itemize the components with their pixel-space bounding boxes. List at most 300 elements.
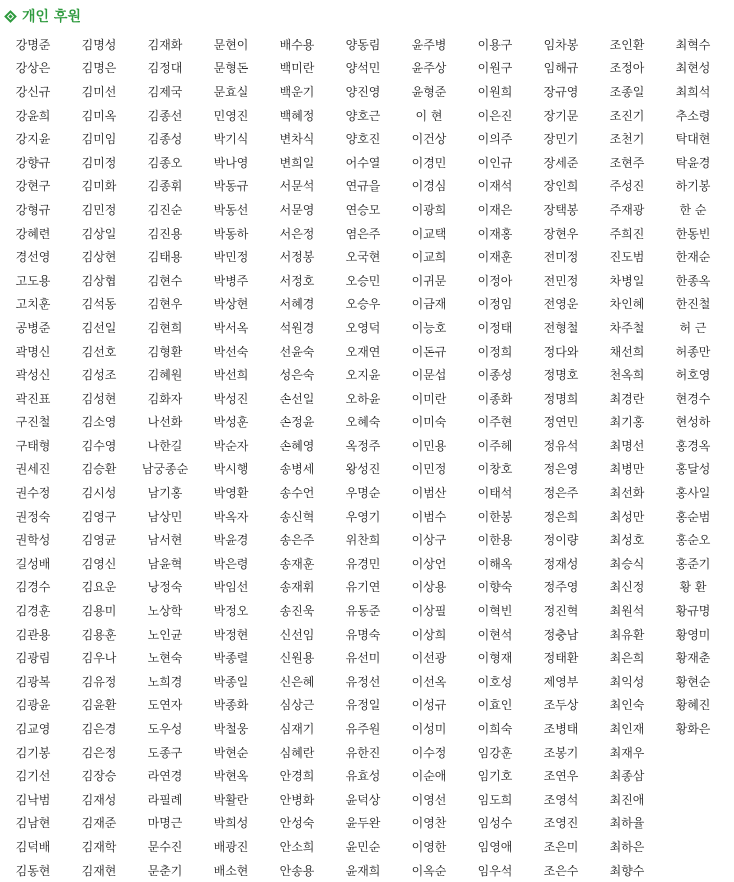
section-title: 개인 후원 (22, 9, 81, 25)
donor-name-cell: 낭정숙 (147, 580, 183, 595)
donor-name-cell: 최원석 (609, 604, 645, 619)
donor-name-cell: 박철웅 (213, 722, 249, 737)
donor-name-cell: 노희경 (147, 674, 183, 689)
donor-name-cell: 조종일 (609, 84, 645, 99)
donor-name-cell: 임차봉 (543, 37, 579, 52)
donor-name-cell: 김종선 (147, 108, 183, 123)
donor-name-cell: 임강훈 (477, 745, 513, 760)
donor-name-cell: 황혜진 (675, 698, 711, 713)
donor-name-cell: 황영미 (675, 627, 711, 642)
donor-name-cell: 이상희 (411, 627, 447, 642)
donor-name-cell: 문형돈 (213, 61, 249, 76)
donor-name-cell: 임성수 (477, 816, 513, 831)
donor-name-cell: 김영구 (81, 509, 117, 524)
donor-name-cell: 송병세 (279, 462, 315, 477)
donor-name-cell: 진도범 (609, 250, 645, 265)
donor-name-cell: 김은경 (81, 722, 117, 737)
donor-name-cell: 이경심 (411, 179, 447, 194)
donor-name-cell: 이민용 (411, 438, 447, 453)
donor-name-cell: 이재훈 (477, 250, 513, 265)
donor-name-cell: 장세준 (543, 155, 579, 170)
table-row (0, 764, 726, 788)
donor-name-cell: 장규영 (543, 84, 579, 99)
donor-name-cell: 이범수 (411, 509, 447, 524)
donor-name-cell: 변희일 (279, 155, 315, 170)
donor-name-cell: 박서옥 (213, 320, 249, 335)
donor-name-cell: 박순자 (213, 438, 249, 453)
donor-name-cell: 길성배 (15, 556, 51, 571)
donor-name-cell: 박동선 (213, 202, 249, 217)
donor-name-cell: 안송용 (279, 863, 315, 878)
donor-name-cell: 이태석 (477, 486, 513, 501)
donor-name-cell: 우명순 (345, 486, 381, 501)
donor-name-cell: 나선화 (147, 415, 183, 430)
donor-name-cell: 곽진표 (15, 391, 51, 406)
donor-name-cell: 장기문 (543, 108, 579, 123)
table-row (0, 340, 726, 364)
donor-name-cell: 김경훈 (15, 604, 51, 619)
donor-name-cell: 이재석 (477, 179, 513, 194)
donor-name-cell: 손혜영 (279, 438, 315, 453)
donor-name-cell: 최은희 (609, 651, 645, 666)
donor-name-cell: 전미정 (543, 250, 579, 265)
table-row (0, 57, 726, 81)
table-row (0, 717, 726, 741)
donor-name-cell: 윤재희 (345, 863, 381, 878)
donor-name-cell: 오혜숙 (345, 415, 381, 430)
donor-name-cell: 이상필 (411, 604, 447, 619)
donor-name-cell: 유동준 (345, 604, 381, 619)
donor-name-cell: 도우성 (147, 722, 183, 737)
donor-name-cell: 이순애 (411, 769, 447, 784)
donor-name-cell: 이한봉 (477, 509, 513, 524)
donor-name-cell: 이정태 (477, 320, 513, 335)
donor-name-cell: 신원용 (279, 651, 315, 666)
donor-name-cell: 주재광 (609, 202, 645, 217)
donor-name-cell: 서정봉 (279, 250, 315, 265)
donor-name-cell: 정다와 (543, 344, 579, 359)
donor-name-cell: 서은정 (279, 226, 315, 241)
donor-name-cell: 조봉기 (543, 745, 579, 760)
table-row (0, 741, 726, 765)
donor-name-cell: 임영애 (477, 839, 513, 854)
table-row (0, 481, 726, 505)
donor-name-cell: 민영진 (213, 108, 249, 123)
donor-name-cell: 정태환 (543, 651, 579, 666)
donor-name-cell: 서혜경 (279, 297, 315, 312)
donor-name-cell: 이원구 (477, 61, 513, 76)
donor-name-cell: 김재학 (81, 839, 117, 854)
donor-name-cell: 이광희 (411, 202, 447, 217)
donor-name-cell: 김태용 (147, 250, 183, 265)
donor-name-cell: 황현순 (675, 674, 711, 689)
donor-name-cell: 김남현 (15, 816, 51, 831)
donor-name-cell: 김형환 (147, 344, 183, 359)
donor-name-cell: 조연우 (543, 769, 579, 784)
donor-name-cell: 김진순 (147, 202, 183, 217)
donor-name-cell (660, 741, 726, 765)
donor-name-cell: 유효성 (345, 769, 381, 784)
donor-name-cell: 고도용 (15, 273, 51, 288)
donor-name-cell: 최진애 (609, 792, 645, 807)
donor-name-cell: 이창호 (477, 462, 513, 477)
donor-name-cell: 이능호 (411, 320, 447, 335)
donor-name-cell: 이건상 (411, 132, 447, 147)
donor-name-cell: 황규명 (675, 604, 711, 619)
donor-name-cell: 탁대현 (675, 132, 711, 147)
donor-name-cell: 윤주병 (411, 37, 447, 52)
table-row (0, 411, 726, 435)
donor-name-cell: 곽명신 (15, 344, 51, 359)
donor-name-cell: 한종옥 (675, 273, 711, 288)
donor-name-cell: 김재현 (81, 863, 117, 878)
donor-name-cell: 권정숙 (15, 509, 51, 524)
donor-name-cell: 최하은 (609, 839, 645, 854)
donor-name-cell: 김정대 (147, 61, 183, 76)
donor-name-cell: 조두상 (543, 698, 579, 713)
donor-name-cell: 문현이 (213, 37, 249, 52)
donor-name-cell: 김소영 (81, 415, 117, 430)
donor-name-cell: 강윤희 (15, 108, 51, 123)
donor-name-cell: 황 환 (679, 580, 707, 595)
donor-name-cell: 차인혜 (609, 297, 645, 312)
donor-name-cell: 김요운 (81, 580, 117, 595)
donor-name-cell: 조영진 (543, 816, 579, 831)
donor-name-cell: 정이량 (543, 533, 579, 548)
donor-name-cell: 권학성 (15, 533, 51, 548)
donor-name-cell: 유기연 (345, 580, 381, 595)
donor-name-cell: 김기선 (15, 769, 51, 784)
donor-name-cell: 윤민순 (345, 839, 381, 854)
donor-name-cell: 배광진 (213, 839, 249, 854)
donor-name-cell: 최선화 (609, 486, 645, 501)
donor-name-cell: 곽성신 (15, 368, 51, 383)
donor-name-cell: 선윤숙 (279, 344, 315, 359)
donor-name-cell: 박선희 (213, 368, 249, 383)
donor-name-cell: 박동규 (213, 179, 249, 194)
donor-name-cell: 김현수 (147, 273, 183, 288)
donor-name-cell: 이상언 (411, 556, 447, 571)
donor-name-cell: 김종성 (147, 132, 183, 147)
donor-name-cell: 허종만 (675, 344, 711, 359)
table-row (0, 127, 726, 151)
donor-name-cell: 라필례 (147, 792, 183, 807)
donor-name-cell: 오영덕 (345, 320, 381, 335)
donor-name-cell: 석원경 (279, 320, 315, 335)
donor-name-cell: 정유석 (543, 438, 579, 453)
table-row (0, 33, 726, 57)
donor-name-cell: 유주원 (345, 722, 381, 737)
donor-name-cell: 김종휘 (147, 179, 183, 194)
donor-name-cell: 이은진 (477, 108, 513, 123)
donor-name-cell: 김광림 (15, 651, 51, 666)
donor-name-cell: 남기홍 (147, 486, 183, 501)
donor-name-cell: 장택봉 (543, 202, 579, 217)
donor-name-cell: 김재준 (81, 816, 117, 831)
donor-name-cell: 김관용 (15, 627, 51, 642)
donor-name-cell: 오재연 (345, 344, 381, 359)
table-row (0, 646, 726, 670)
donor-name-cell: 김종오 (147, 155, 183, 170)
donor-name-cell: 박민정 (213, 250, 249, 265)
donor-name-cell: 남상민 (147, 509, 183, 524)
donor-name-cell: 경선영 (15, 250, 51, 265)
donor-name-cell: 박시행 (213, 462, 249, 477)
donor-name-cell: 문춘기 (147, 863, 183, 878)
donor-name-cell: 박기식 (213, 132, 249, 147)
donor-name-cell: 안성숙 (279, 816, 315, 831)
donor-name-cell: 유명숙 (345, 627, 381, 642)
donor-name-cell: 이선광 (411, 651, 447, 666)
donor-name-cell: 최희석 (675, 84, 711, 99)
donor-name-cell: 김선일 (81, 320, 117, 335)
donor-name-cell: 박현순 (213, 745, 249, 760)
donor-name-cell: 임우석 (477, 863, 513, 878)
table-row (0, 528, 726, 552)
donor-name-cell: 제영부 (543, 674, 579, 689)
donor-name-cell: 최명선 (609, 438, 645, 453)
donor-name-cell: 허 근 (679, 320, 707, 335)
donor-name-cell: 남궁종순 (141, 462, 189, 477)
donor-name-cell: 조은수 (543, 863, 579, 878)
donor-name-cell: 김제국 (147, 84, 183, 99)
table-row (0, 552, 726, 576)
donor-name-cell: 김덕배 (15, 839, 51, 854)
donor-name-cell: 권세진 (15, 462, 51, 477)
donor-name-cell: 김미옥 (81, 108, 117, 123)
donor-name-cell: 박동하 (213, 226, 249, 241)
donor-name-cell: 오하윤 (345, 391, 381, 406)
donor-name-cell: 조정아 (609, 61, 645, 76)
donor-name-cell: 황화은 (675, 722, 711, 737)
donor-name-cell: 이금재 (411, 297, 447, 312)
donor-name-cell: 송재훈 (279, 556, 315, 571)
donor-name-cell: 이귀문 (411, 273, 447, 288)
donor-name-cell: 이돈규 (411, 344, 447, 359)
donor-name-cell: 이성미 (411, 722, 447, 737)
donor-name-cell: 정연민 (543, 415, 579, 430)
donor-name-cell: 김미임 (81, 132, 117, 147)
table-row (0, 245, 726, 269)
table-row (0, 363, 726, 387)
table-row (0, 859, 726, 882)
donor-name-cell: 김재화 (147, 37, 183, 52)
donor-name-cell: 조현주 (609, 155, 645, 170)
donor-name-cell: 이영찬 (411, 816, 447, 831)
donor-name-cell: 이원희 (477, 84, 513, 99)
donor-name-cell: 백운기 (279, 84, 315, 99)
donor-name-cell: 이교택 (411, 226, 447, 241)
donor-name-cell: 이옥순 (411, 863, 447, 878)
donor-name-cell: 정은주 (543, 486, 579, 501)
donor-name-cell: 최승식 (609, 556, 645, 571)
donor-name-cell: 도종구 (147, 745, 183, 760)
donor-name-cell: 김상현 (81, 250, 117, 265)
donor-name-cell: 공병준 (15, 320, 51, 335)
donor-name-cell: 최유환 (609, 627, 645, 642)
donor-name-cell: 김영신 (81, 556, 117, 571)
donor-name-cell: 정은희 (543, 509, 579, 524)
table-row (0, 269, 726, 293)
donor-name-cell: 최향수 (609, 863, 645, 878)
donor-name-cell: 홍순오 (675, 533, 711, 548)
donor-name-cell: 양동림 (345, 37, 381, 52)
donor-name-cell: 윤형준 (411, 84, 447, 99)
donor-name-cell: 최인재 (609, 722, 645, 737)
donor-name-cell: 손선일 (279, 391, 315, 406)
donor-name-cell: 하기봉 (675, 179, 711, 194)
donor-name-cell: 노상학 (147, 604, 183, 619)
diamond-icon (4, 10, 17, 23)
donor-name-cell: 최종삼 (609, 769, 645, 784)
donor-name-cell: 김혜원 (147, 368, 183, 383)
donor-name-cell: 최현성 (675, 61, 711, 76)
donor-name-cell (660, 764, 726, 788)
donor-name-cell: 김선호 (81, 344, 117, 359)
donor-name-cell: 유선미 (345, 651, 381, 666)
donor-name-cell: 장인희 (543, 179, 579, 194)
table-row (0, 316, 726, 340)
table-row (0, 293, 726, 317)
table-row (0, 670, 726, 694)
donor-name-cell: 조은미 (543, 839, 579, 854)
donor-name-cell: 김상협 (81, 273, 117, 288)
donor-name-cell: 유정일 (345, 698, 381, 713)
donor-names-table (0, 33, 726, 882)
donor-name-cell: 김승환 (81, 462, 117, 477)
donor-name-cell: 강혜련 (15, 226, 51, 241)
donor-name-cell: 서문석 (279, 179, 315, 194)
donor-name-cell: 정진혁 (543, 604, 579, 619)
donor-name-cell: 이범산 (411, 486, 447, 501)
donor-name-cell: 이희숙 (477, 722, 513, 737)
donor-name-cell: 이미란 (411, 391, 447, 406)
donor-name-cell: 김우나 (81, 651, 117, 666)
donor-name-cell: 심재기 (279, 722, 315, 737)
donor-name-cell: 라연경 (147, 769, 183, 784)
donor-name-cell: 도연자 (147, 698, 183, 713)
donor-name-cell: 노인균 (147, 627, 183, 642)
table-row (0, 104, 726, 128)
donor-name-cell: 박성진 (213, 391, 249, 406)
donor-name-cell: 홍준기 (675, 556, 711, 571)
donor-name-cell: 신은혜 (279, 674, 315, 689)
donor-name-cell: 전민정 (543, 273, 579, 288)
donor-name-cell: 강신규 (15, 84, 51, 99)
donor-name-cell: 최성만 (609, 509, 645, 524)
donor-name-cell: 옥정주 (345, 438, 381, 453)
donor-name-cell: 홍달성 (675, 462, 711, 477)
donor-name-cell: 김명성 (81, 37, 117, 52)
donor-name-cell: 박병주 (213, 273, 249, 288)
donor-name-cell: 서문영 (279, 202, 315, 217)
donor-name-cell: 이혁빈 (477, 604, 513, 619)
donor-name-cell: 유경민 (345, 556, 381, 571)
table-row (0, 80, 726, 104)
donor-name-cell: 박옥자 (213, 509, 249, 524)
donor-name-cell: 정재성 (543, 556, 579, 571)
table-row (0, 694, 726, 718)
donor-name-cell: 이향숙 (477, 580, 513, 595)
donor-name-cell: 정명호 (543, 368, 579, 383)
table-row (0, 434, 726, 458)
donor-name-cell: 구진철 (15, 415, 51, 430)
donor-name-cell: 윤덕상 (345, 792, 381, 807)
donor-name-cell: 이영한 (411, 839, 447, 854)
donor-name-cell: 홍순범 (675, 509, 711, 524)
donor-name-cell: 한동빈 (675, 226, 711, 241)
donor-name-cell: 이영선 (411, 792, 447, 807)
donor-name-cell: 김낙범 (15, 792, 51, 807)
donor-name-cell (660, 835, 726, 859)
donor-name-cell: 이경민 (411, 155, 447, 170)
table-row (0, 576, 726, 600)
donor-name-cell: 이주헤 (477, 438, 513, 453)
donor-name-cell: 최경란 (609, 391, 645, 406)
table-row (0, 222, 726, 246)
donor-name-cell: 배소현 (213, 863, 249, 878)
donor-name-cell: 권수정 (15, 486, 51, 501)
donor-name-cell: 김수영 (81, 438, 117, 453)
donor-name-cell: 윤두완 (345, 816, 381, 831)
donor-name-cell: 임기호 (477, 769, 513, 784)
donor-name-cell: 장현우 (543, 226, 579, 241)
donor-name-cell: 심상근 (279, 698, 315, 713)
donor-name-cell: 한재순 (675, 250, 711, 265)
donor-name-cell: 김성조 (81, 368, 117, 383)
donor-name-cell: 송은주 (279, 533, 315, 548)
donor-name-cell: 김광윤 (15, 698, 51, 713)
donor-name-cell: 김용훈 (81, 627, 117, 642)
donor-name-cell: 신선임 (279, 627, 315, 642)
donor-name-cell: 이인규 (477, 155, 513, 170)
donor-name-cell: 이문섭 (411, 368, 447, 383)
donor-name-cell: 박종렬 (213, 651, 249, 666)
donor-name-cell: 최재우 (609, 745, 645, 760)
donor-names-body (0, 33, 726, 882)
donor-name-cell: 최하율 (609, 816, 645, 831)
donor-name-cell: 현성하 (675, 415, 711, 430)
donor-name-cell: 임도희 (477, 792, 513, 807)
donor-name-cell: 강지윤 (15, 132, 51, 147)
donor-name-cell: 최성호 (609, 533, 645, 548)
donor-name-cell: 양석민 (345, 61, 381, 76)
donor-name-cell: 이재은 (477, 202, 513, 217)
donor-name-cell: 윤주상 (411, 61, 447, 76)
donor-name-cell (660, 788, 726, 812)
donor-name-cell: 손정윤 (279, 415, 315, 430)
donor-name-cell: 조인환 (609, 37, 645, 52)
donor-name-cell: 추소령 (675, 108, 711, 123)
table-row (0, 835, 726, 859)
donor-name-cell: 최신정 (609, 580, 645, 595)
donor-name-cell: 안소희 (279, 839, 315, 854)
donor-name-cell: 연승모 (345, 202, 381, 217)
donor-name-cell: 오지윤 (345, 368, 381, 383)
table-row (0, 175, 726, 199)
donor-name-cell: 우영기 (345, 509, 381, 524)
donor-name-cell: 오승우 (345, 297, 381, 312)
donor-name-cell: 조진기 (609, 108, 645, 123)
donor-name-cell: 구태형 (15, 438, 51, 453)
donor-name-cell: 김동현 (15, 863, 51, 878)
donor-name-cell: 김명은 (81, 61, 117, 76)
donor-name-cell: 이호성 (477, 674, 513, 689)
donor-name-cell: 탁윤경 (675, 155, 711, 170)
donor-name-cell: 유정선 (345, 674, 381, 689)
donor-name-cell (660, 812, 726, 836)
donor-name-cell: 염은주 (345, 226, 381, 241)
